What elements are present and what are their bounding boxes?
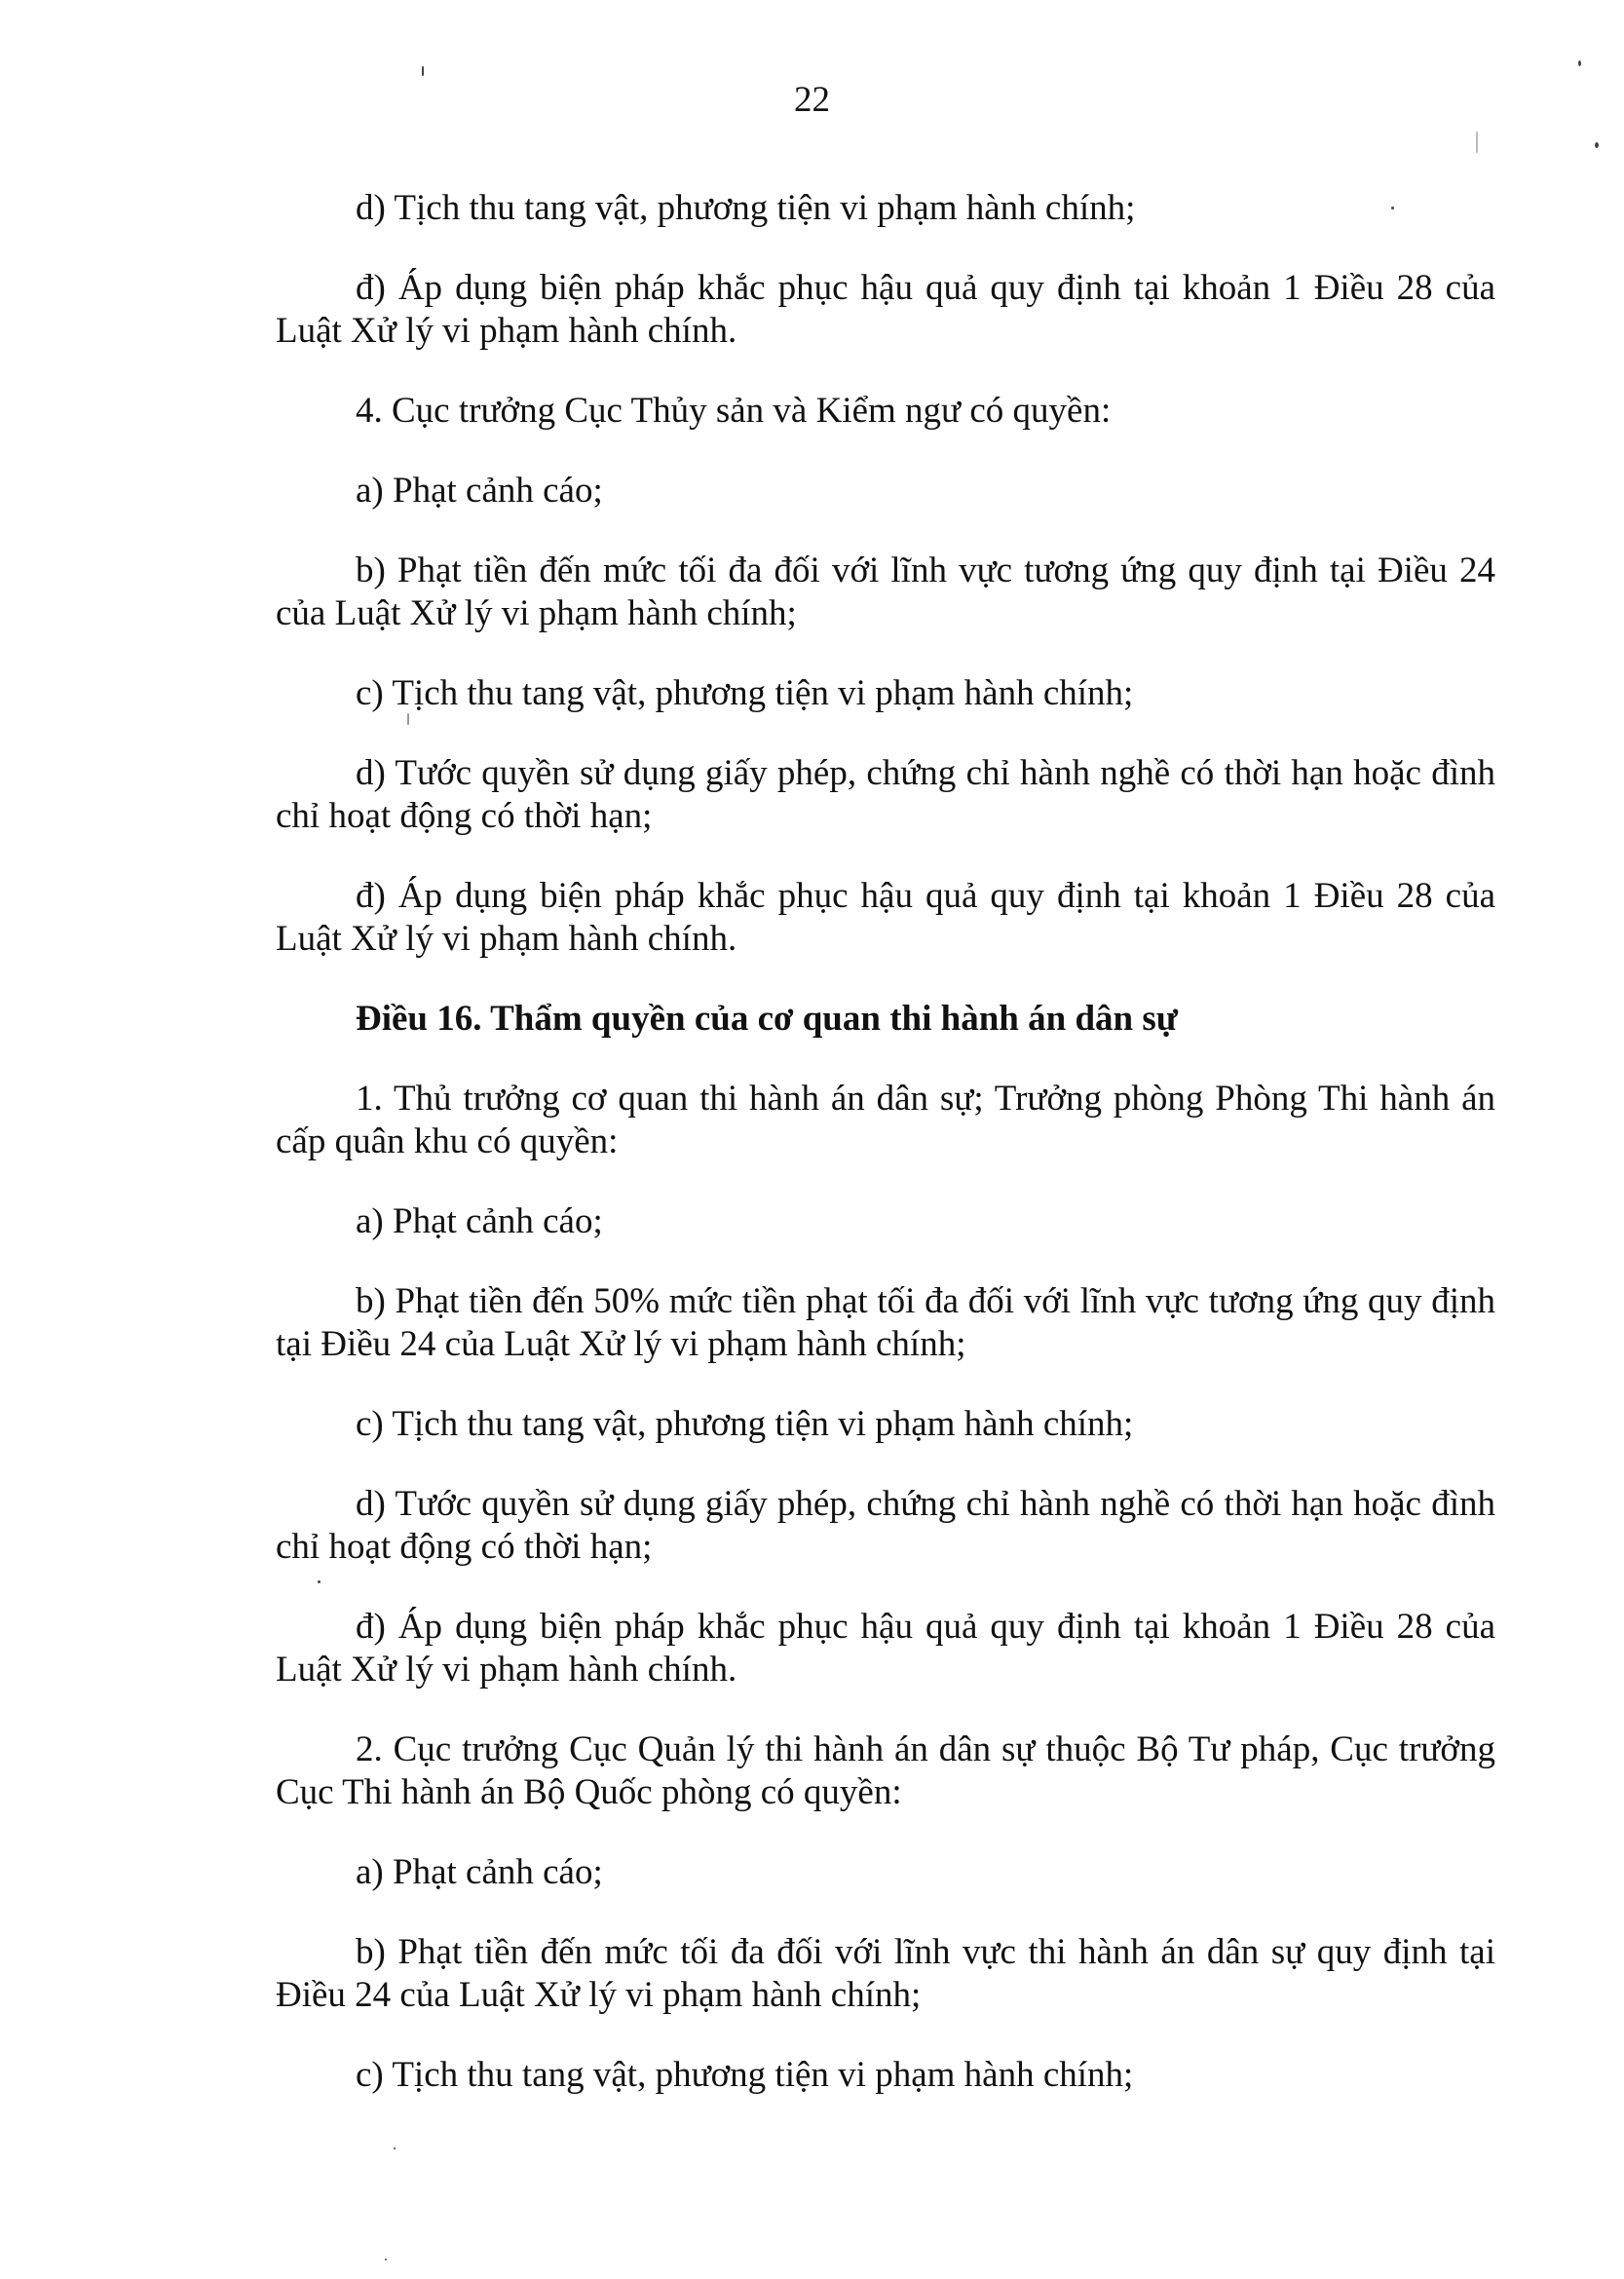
paragraph: đ) Áp dụng biện pháp khắc phục hậu quả quy định tại khoản 1 Điều 28 của Luật Xử lý vi phạm hành chính. bbox=[276, 876, 1495, 959]
paragraph: đ) Áp dụng biện pháp khắc phục hậu quả quy định tại khoản 1 Điều 28 của Luật Xử lý vi phạm hành chính. bbox=[276, 1607, 1495, 1690]
paragraph: c) Tịch thu tang vật, phương tiện vi phạm hành chính; bbox=[356, 1404, 1134, 1444]
scan-speck bbox=[394, 2147, 396, 2149]
scan-speck bbox=[1578, 60, 1581, 66]
scan-speck bbox=[1476, 132, 1478, 153]
paragraph: c) Tịch thu tang vật, phương tiện vi phạm hành chính; bbox=[356, 2055, 1134, 2095]
scan-speck bbox=[318, 1580, 321, 1583]
paragraph: d) Tước quyền sử dụng giấy phép, chứng chỉ hành nghề có thời hạn hoặc đình chỉ hoạt động có thời hạn; bbox=[276, 753, 1495, 836]
scan-speck bbox=[1595, 142, 1599, 148]
paragraph: c) Tịch thu tang vật, phương tiện vi phạm hành chính; bbox=[356, 673, 1134, 713]
article-heading: Điều 16. Thẩm quyền của cơ quan thi hành án dân sự bbox=[356, 999, 1178, 1039]
paragraph: đ) Áp dụng biện pháp khắc phục hậu quả quy định tại khoản 1 Điều 28 của Luật Xử lý vi phạm hành chính. bbox=[276, 268, 1495, 351]
paragraph: b) Phạt tiền đến 50% mức tiền phạt tối đa đối với lĩnh vực tương ứng quy định tại Điều 24 của Luật Xử lý vi phạm hành chính; bbox=[276, 1281, 1495, 1364]
paragraph: 2. Cục trưởng Cục Quản lý thi hành án dân sự thuộc Bộ Tư pháp, Cục trưởng Cục Thi hành án Bộ Quốc phòng có quyền: bbox=[276, 1729, 1495, 1812]
paragraph: a) Phạt cảnh cáo; bbox=[356, 471, 603, 511]
paragraph: d) Tước quyền sử dụng giấy phép, chứng chỉ hành nghề có thời hạn hoặc đình chỉ hoạt động có thời hạn; bbox=[276, 1484, 1495, 1567]
paragraph: a) Phạt cảnh cáo; bbox=[356, 1201, 603, 1241]
page-number: 22 bbox=[794, 80, 830, 120]
paragraph: a) Phạt cảnh cáo; bbox=[356, 1852, 603, 1892]
paragraph: 4. Cục trưởng Cục Thủy sản và Kiểm ngư có quyền: bbox=[356, 391, 1112, 431]
scan-speck bbox=[385, 2259, 387, 2260]
paragraph: 1. Thủ trưởng cơ quan thi hành án dân sự; Trưởng phòng Phòng Thi hành án cấp quân khu có quyền: bbox=[276, 1079, 1495, 1161]
scan-speck bbox=[407, 713, 409, 725]
scan-speck bbox=[1391, 207, 1394, 209]
paragraph: b) Phạt tiền đến mức tối đa đối với lĩnh vực tương ứng quy định tại Điều 24 của Luật Xử lý vi phạm hành chính; bbox=[276, 551, 1495, 633]
paragraph: d) Tịch thu tang vật, phương tiện vi phạm hành chính; bbox=[356, 188, 1136, 228]
paragraph: b) Phạt tiền đến mức tối đa đối với lĩnh vực thi hành án dân sự quy định tại Điều 24 của Luật Xử lý vi phạm hành chính; bbox=[276, 1932, 1495, 2015]
document-body bbox=[276, 187, 1495, 2134]
scan-speck bbox=[422, 66, 424, 76]
